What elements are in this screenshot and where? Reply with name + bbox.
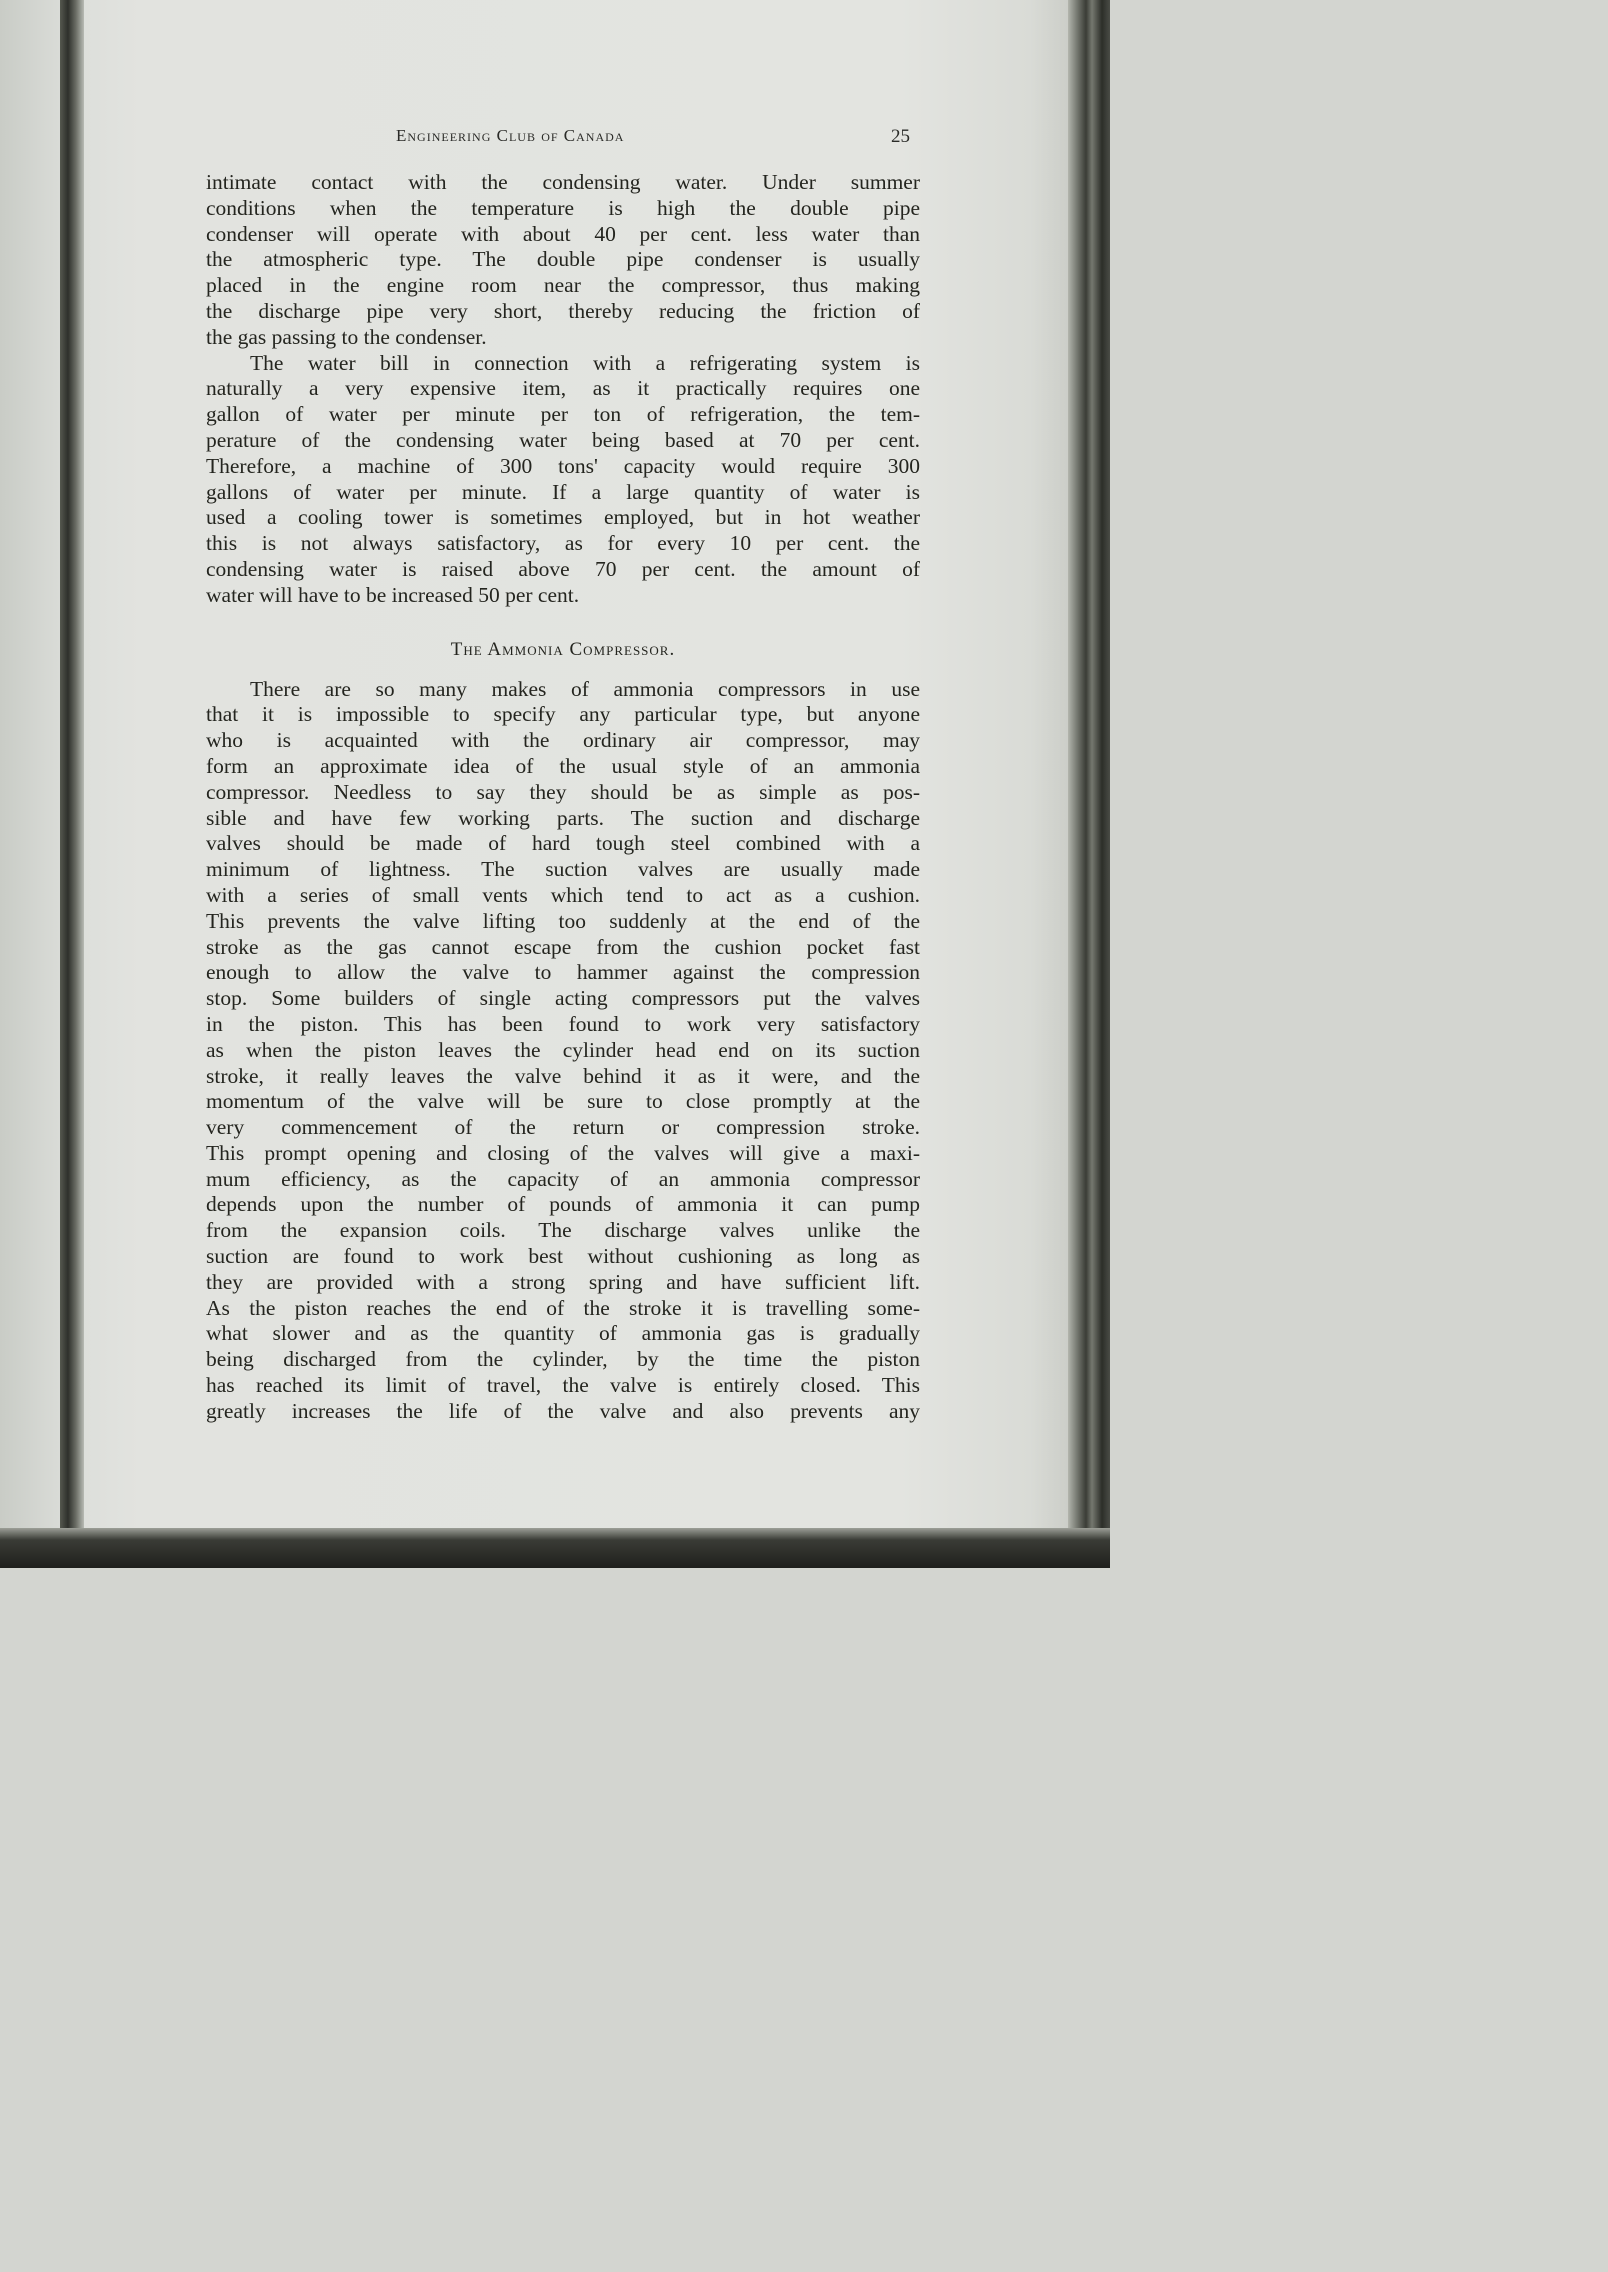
text-line: has reached its limit of travel, the valve is entirely closed. This — [206, 1373, 920, 1398]
paragraph-3 — [206, 677, 920, 1425]
text-line: sible and have few working parts. The suction and discharge — [206, 805, 920, 830]
text-line: stop. Some builders of single acting compressors put the valves — [206, 986, 920, 1011]
text-line: condenser will operate with about 40 per cent. less water than — [206, 221, 920, 246]
text-line: stroke, it really leaves the valve behind it as it were, and the — [206, 1063, 920, 1088]
scanner-bottom-edge — [0, 1528, 1110, 1568]
text-line: with a series of small vents which tend to act as a cushion. — [206, 882, 920, 907]
text-line: As the piston reaches the end of the stroke it is travelling some- — [206, 1295, 920, 1320]
text-line: what slower and as the quantity of ammonia gas is gradually — [206, 1321, 920, 1346]
text-line: the atmospheric type. The double pipe condenser is usually — [206, 247, 920, 272]
text-line: compressor. Needless to say they should be as simple as pos- — [206, 779, 920, 804]
text-line: enough to allow the valve to hammer against the compression — [206, 960, 920, 985]
text-line: water will have to be increased 50 per cent. — [206, 582, 580, 607]
text-line: suction are found to work best without cushioning as long as — [206, 1244, 920, 1269]
text-line: valves should be made of hard tough steel combined with a — [206, 831, 920, 856]
text-line: they are provided with a strong spring and have sufficient lift. — [206, 1269, 920, 1294]
text-line: There are so many makes of ammonia compressors in use — [250, 676, 920, 701]
text-line: as when the piston leaves the cylinder head end on its suction — [206, 1037, 920, 1062]
text-line: minimum of lightness. The suction valves are usually made — [206, 857, 920, 882]
text-line: used a cooling tower is sometimes employed, but in hot weather — [206, 505, 920, 530]
text-line: very commencement of the return or compression stroke. — [206, 1115, 920, 1140]
text-line: from the expansion coils. The discharge valves unlike the — [206, 1218, 920, 1243]
text-line: depends upon the number of pounds of ammonia it can pump — [206, 1192, 920, 1217]
text-line: Therefore, a machine of 300 tons' capacity would require 300 — [206, 453, 920, 478]
text-line: This prompt opening and closing of the valves will give a maxi- — [206, 1140, 920, 1165]
text-line: conditions when the temperature is high the double pipe — [206, 195, 920, 220]
text-line: this is not always satisfactory, as for every 10 per cent. the — [206, 531, 920, 556]
paragraph-2 — [206, 351, 920, 609]
text-line: being discharged from the cylinder, by the time the piston — [206, 1347, 920, 1372]
page-header — [200, 126, 930, 154]
text-line: who is acquainted with the ordinary air compressor, may — [206, 728, 920, 753]
running-head: Engineering Club of Canada — [396, 126, 625, 145]
body-text — [206, 170, 920, 1425]
text-line: the gas passing to the condenser. — [206, 324, 487, 349]
text-line: form an approximate idea of the usual style of an ammonia — [206, 753, 920, 778]
text-line: greatly increases the life of the valve and also prevents any — [206, 1398, 920, 1423]
text-line: condensing water is raised above 70 per cent. the amount of — [206, 556, 920, 581]
text-line: in the piston. This has been found to work very satisfactory — [206, 1011, 920, 1036]
book-binding-gutter — [60, 0, 84, 1568]
text-line: momentum of the valve will be sure to close promptly at the — [206, 1089, 920, 1114]
text-line: gallons of water per minute. If a large quantity of water is — [206, 479, 920, 504]
section-heading: The Ammonia Compressor. — [450, 638, 676, 660]
text-line: placed in the engine room near the compressor, thus making — [206, 273, 920, 298]
text-line: the discharge pipe very short, thereby reducing the friction of — [206, 298, 920, 323]
paragraph-1 — [206, 170, 920, 351]
text-line: that it is impossible to specify any particular type, but anyone — [206, 702, 920, 727]
text-line: stroke as the gas cannot escape from the cushion pocket fast — [206, 934, 920, 959]
text-line: This prevents the valve lifting too suddenly at the end of the — [206, 908, 920, 933]
text-line: The water bill in connection with a refrigerating system is — [250, 350, 920, 375]
page-stack-edge — [1068, 0, 1110, 1568]
page-number: 25 — [891, 126, 910, 147]
text-line: naturally a very expensive item, as it practically requires one — [206, 376, 920, 401]
text-line: mum efficiency, as the capacity of an ammonia compressor — [206, 1166, 920, 1191]
text-line: gallon of water per minute per ton of refrigeration, the tem- — [206, 402, 920, 427]
text-line: intimate contact with the condensing water. Under summer — [206, 170, 920, 194]
text-line: perature of the condensing water being based at 70 per cent. — [206, 427, 920, 452]
